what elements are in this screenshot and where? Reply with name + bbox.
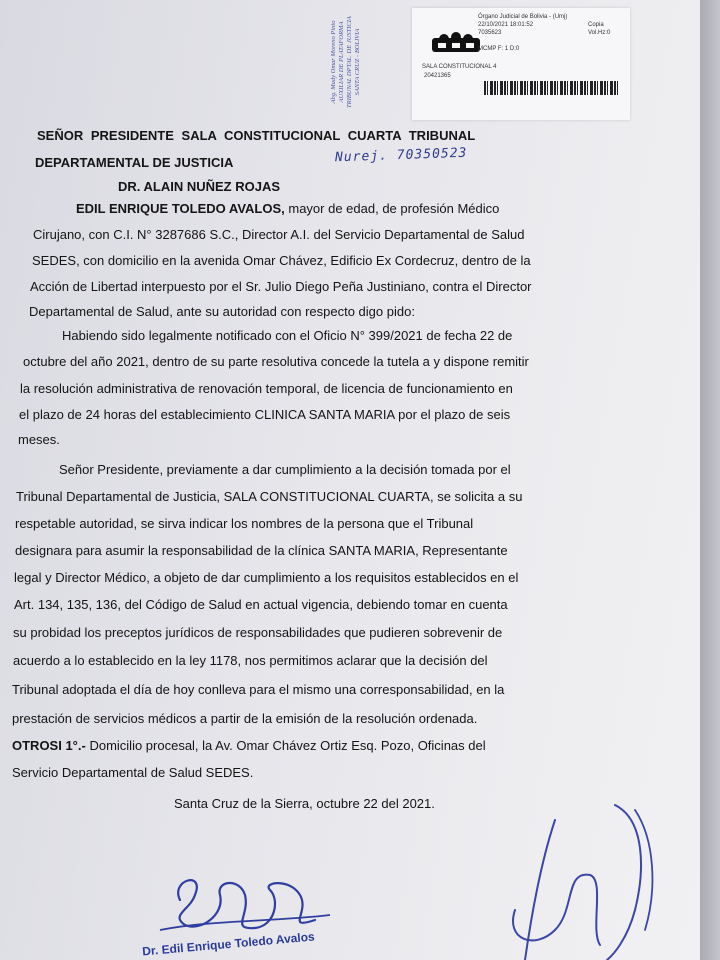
salutation-line-1: SEÑOR PRESIDENTE SALA CONSTITUCIONAL CUARTA TRIBUNAL: [37, 128, 476, 143]
body-line-3: SEDES, con domicilio en la avenida Omar Chávez, Edificio Ex Cordecruz, dentro de la: [32, 253, 531, 268]
page-edge-shadow: [700, 0, 720, 960]
body-line-17: su probidad los preceptos jurídicos de responsabilidades que pudieren sobrevenir de: [13, 625, 503, 640]
lawyer-stamp: [326, 4, 366, 120]
body-line-5: Departamental de Salud, ante su autoridad con respecto digo pido:: [29, 304, 415, 319]
body-line-13: respetable autoridad, se sirva indicar los nombres de la persona que el Tribunal: [15, 516, 474, 531]
receipt-hoja: Vol.Hz:0: [588, 30, 611, 36]
body-line-1: EDIL ENRIQUE TOLEDO AVALOS, mayor de edad, de profesión Médico: [76, 201, 500, 216]
body-line-20: prestación de servicios médicos a partir de la emisión de la resolución ordenada.: [12, 711, 478, 726]
handwritten-nurej: Nurej. 70350523: [334, 145, 468, 166]
receipt-org: Órgano Judicial de Bolivia - (Umj): [478, 14, 568, 20]
place-date: Santa Cruz de la Sierra, octubre 22 del 2021.: [174, 796, 435, 811]
body-line-7: octubre del año 2021, dentro de su parte resolutiva concede la tutela a y dispone remitir: [23, 354, 529, 369]
body-line-12: Tribunal Departamental de Justicia, SALA CONSTITUCIONAL CUARTA, se solicita a su: [16, 489, 523, 504]
receipt-fields: MCMP F: 1 D:0: [478, 46, 520, 52]
reception-receipt: [412, 8, 630, 120]
receipt-code: 7035623: [478, 30, 502, 36]
body-line-18: acuerdo a lo establecido en la ley 1178, nos permitimos aclarar que la decisión del: [13, 653, 488, 668]
stamp-line-3: TRIBUNAL DPTAL. DE JUSTICIA: [346, 16, 353, 108]
body-line-11: Señor Presidente, previamente a dar cumplimiento a la decisión tomada por el: [59, 462, 511, 477]
stamp-line-1: Abg. Mady Omar Moreno Pinto: [330, 20, 337, 104]
bold-name: EDIL ENRIQUE TOLEDO AVALOS,: [76, 201, 285, 216]
salutation-line-2: DEPARTAMENTAL DE JUSTICIA: [35, 155, 234, 170]
receipt-copia: Copia: [588, 22, 604, 28]
body-line-4: Acción de Libertad interpuesto por el Sr. Julio Diego Peña Justiniano, contra el Director: [30, 279, 532, 294]
otrosi-line: OTROSI 1°.- Domicilio procesal, la Av. Omar Chávez Ortiz Esq. Pozo, Oficinas del: [12, 738, 486, 753]
body-line-6: Habiendo sido legalmente notificado con el Oficio N° 399/2021 de fecha 22 de: [62, 328, 513, 343]
body-line-15: legal y Director Médico, a objeto de dar cumplimiento a los requisitos establecidos en el: [14, 570, 519, 585]
body-line-14: designara para asumir la responsabilidad de la clínica SANTA MARIA, Representante: [15, 543, 508, 558]
stamp-line-4: SANTA CRUZ - BOLIVIA: [354, 28, 361, 96]
body-line-2: Cirujano, con C.I. N° 3287686 S.C., Director A.I. del Servicio Departamental de Salud: [33, 227, 525, 242]
court-logo-icon: [430, 32, 482, 54]
receipt-datetime: 22/10/2021 18:01:52: [478, 22, 534, 28]
signature-name: Dr. Edil Enrique Toledo Avalos: [141, 929, 316, 959]
otrosi-label: OTROSI 1°.-: [12, 738, 86, 753]
receipt-sala: SALA CONSTITUCIONAL 4: [422, 64, 497, 70]
body-line-19: Tribunal adoptada el día de hoy conlleva para el mismo una corresponsabilidad, en la: [12, 682, 505, 697]
addressee: DR. ALAIN NUÑEZ ROJAS: [118, 179, 281, 194]
body-line-10: meses.: [18, 432, 60, 447]
body-line-16: Art. 134, 135, 136, del Código de Salud en actual vigencia, debiendo tomar en cuenta: [14, 597, 508, 612]
stamp-line-2: AUXILIAR DE PLATAFORMA: [338, 21, 345, 103]
barcode: [484, 81, 620, 95]
body-line-9: el plazo de 24 horas del establecimiento CLINICA SANTA MARIA por el plazo de seis: [19, 407, 511, 422]
receipt-number: 20421365: [424, 73, 451, 79]
body-line-8: la resolución administrativa de renovación temporal, de licencia de funcionamiento en: [20, 381, 513, 396]
signature-right: [495, 800, 665, 960]
body-line-22: Servicio Departamental de Salud SEDES.: [12, 765, 254, 780]
